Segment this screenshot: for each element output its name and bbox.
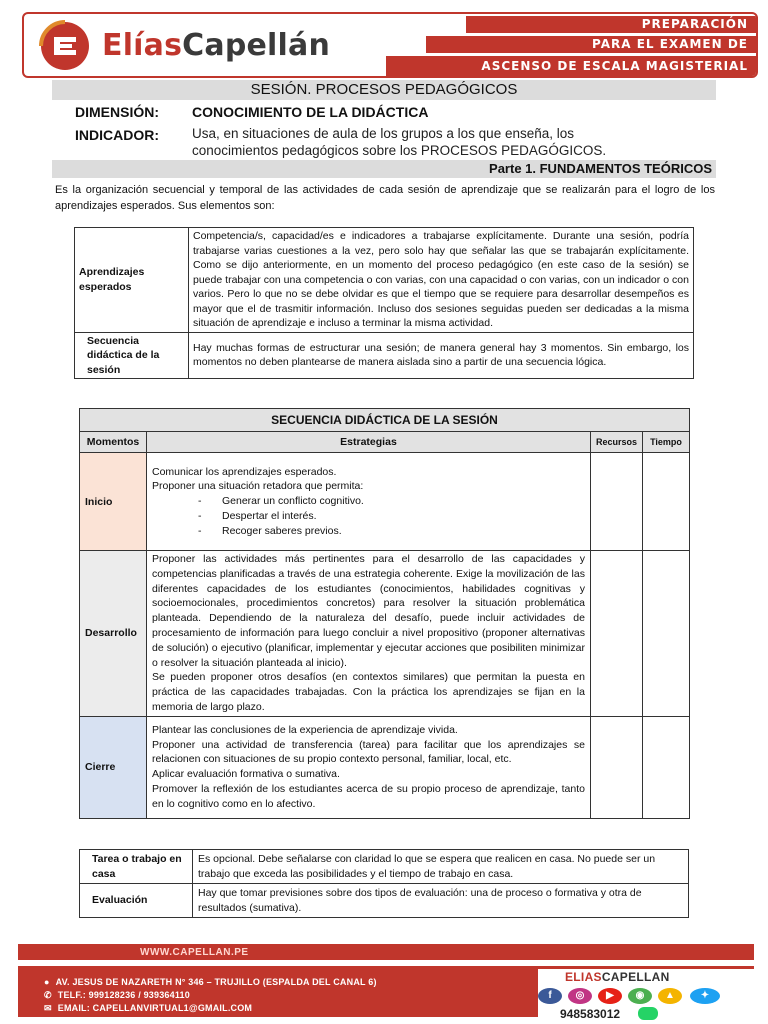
whatsapp-number[interactable]: 948583012 — [560, 1007, 621, 1021]
chrome-icon[interactable]: ◉ — [628, 988, 652, 1004]
strategy-paragraph: Se pueden proponer otros desafíos (en contextos similares) que permitan la puesta en práctica de las capacidades trabajadas. Con la práctica los aprendizajes se fijan en la memoria de largo plazo. — [152, 671, 585, 713]
logo-e-icon — [36, 20, 94, 72]
location-icon: ● — [44, 977, 50, 987]
dimension-label: DIMENSIÓN: — [75, 104, 159, 120]
intro-paragraph: Es la organización secuencial y temporal de las actividades de cada sesión de aprendizaje que se realizarán para el logro de los aprendizajes esperados. Sus elementos son: — [55, 184, 715, 212]
footer-web-bar — [18, 944, 754, 960]
moment-strategies — [147, 716, 591, 818]
banner-line-3: ASCENSO DE ESCALA MAGISTERIAL — [386, 56, 756, 76]
footer-address: ● AV. JESUS DE NAZARETH N° 346 – TRUJILLO (ESPALDA DEL CANAL 6) — [44, 977, 377, 987]
time-cell — [643, 551, 690, 717]
time-cell — [643, 716, 690, 818]
sequence-title: SECUENCIA DIDÁCTICA DE LA SESIÓN — [80, 409, 690, 432]
indicator-value: Usa, en situaciones de aula de los grupos a los que enseña, los conocimientos pedagógicos sobre los PROCESOS PEDAGÓGICOS. — [192, 126, 607, 158]
row-label: Aprendizajes esperados — [75, 228, 189, 333]
banner-line-1: PREPARACIÓN — [466, 16, 756, 33]
row-text: Hay muchas formas de estructurar una sesión; de manera general hay 3 momentos. Sin embargo, los momentos no deben plantearse de manera aislada sino a partir de una secuencia lógica. — [189, 332, 694, 379]
column-header: Recursos — [590, 432, 642, 453]
strategy-line: Comunicar los aprendizajes esperados. — [152, 465, 337, 478]
logo-wordmark: ElíasCapellán — [102, 28, 331, 63]
facebook-icon[interactable]: f — [538, 988, 562, 1004]
footer-email[interactable]: ✉ EMAIL: CAPELLANVIRTUAL1@GMAIL.COM — [44, 1003, 253, 1013]
column-header: Momentos — [80, 432, 147, 453]
list-item: - Recoger saberes previos. — [222, 524, 585, 539]
bullet-list — [152, 494, 585, 538]
strategy-paragraph: Proponer las actividades más pertinentes para el desarrollo de las capacidades y competencias planificadas a través de una estrategia coherente. Exige la movilización de las diferentes capacidades de los estudiantes (conocimientos, habilidades cognitivas y socioemocionales, procedimientos concretos) para resolver la situación problemática planteada. Dependiendo de la naturaleza del desafío, puede incluir actividades de procesamiento de información para luego concluir a nivel propositivo (proponer alternativas de solución) o ejecutivo (planificar, implementar y ejecutar acciones que posibiliten minimizar o resolver la situación planteada al inicio). — [152, 553, 585, 669]
table-row — [80, 716, 690, 818]
whatsapp-icon[interactable] — [638, 1007, 658, 1020]
footer-website[interactable]: WWW.CAPELLAN.PE — [140, 947, 249, 958]
list-item: - Generar un conflicto cognitivo. — [222, 494, 585, 509]
footer-brand: ELIASCAPELLAN — [565, 970, 670, 984]
phone-icon: ✆ — [44, 990, 52, 1000]
column-header: Tiempo — [643, 432, 690, 453]
strategy-line: Plantear las conclusiones de la experiencia de aprendizaje vivida. — [152, 723, 458, 736]
moment-strategies — [147, 551, 591, 717]
row-text: Competencia/s, capacidad/es e indicadores a trabajarse explícitamente. Durante una sesión, podría trabajarse varias cuestiones a la vez, pero solo hay que señalar las que se trabajarán explícitamente. Como se dijo anteriormente, en un momento del proceso pedagógico (en este caso de la sesión) se puede trabajar con una competencia o con varias, con una capacidad o con varias, con un indicador o con varios. Pero lo que no se debe olvidar es que el tiempo que se requiere para desarrollar desempeños es mayor que el de trasmitir información. Incluso dos sesiones seguidas pueden ser dedicadas a la misma situación de aprendizaje e incluso a terminar la misma actividad. — [189, 228, 694, 333]
time-cell — [643, 453, 690, 551]
moment-label: Desarrollo — [80, 551, 147, 717]
sequence-table — [79, 408, 690, 819]
table-row — [80, 850, 689, 884]
drive-icon[interactable]: ▲ — [658, 988, 682, 1004]
row-label: Secuencia didáctica de la sesión — [75, 332, 189, 379]
footer-phones: ✆ TELF.: 999128236 / 939364110 — [44, 990, 190, 1000]
row-text: Es opcional. Debe señalarse con claridad lo que se espera que realicen en casa. No puede ser un trabajo que exceda las posibilidades y el tiempo de trabajo en casa. — [193, 850, 689, 884]
strategy-line: Proponer una actividad de transferencia (tarea) para facilitar que los aprendizajes se relacionen con situaciones de su propio contexto personal, familiar, local, etc. — [152, 738, 585, 766]
table-row — [75, 228, 694, 333]
strategy-line: Aplicar evaluación formativa o sumativa. — [152, 768, 340, 781]
row-label: Evaluación — [80, 884, 193, 918]
indicator-label: INDICADOR: — [75, 127, 159, 143]
moment-label: Cierre — [80, 716, 147, 818]
table-row — [80, 551, 690, 717]
youtube-icon[interactable]: ▶ — [598, 988, 622, 1004]
moment-label: Inicio — [80, 453, 147, 551]
table-row — [75, 332, 694, 379]
resources-cell — [590, 551, 642, 717]
table-row — [80, 884, 689, 918]
column-header: Estrategias — [147, 432, 591, 453]
dimension-value: CONOCIMIENTO DE LA DIDÁCTICA — [192, 104, 429, 120]
table-row — [80, 453, 690, 551]
resources-cell — [590, 716, 642, 818]
moment-strategies — [147, 453, 591, 551]
extras-table — [79, 849, 689, 918]
email-icon: ✉ — [44, 1003, 52, 1013]
twitter-icon[interactable]: ✦ — [690, 988, 720, 1004]
instagram-icon[interactable]: ◎ — [568, 988, 592, 1004]
resources-cell — [590, 453, 642, 551]
list-item: - Despertar el interés. — [222, 509, 585, 524]
row-text: Hay que tomar previsiones sobre dos tipos de evaluación: una de proceso o formativa y otra de resultados (sumativa). — [193, 884, 689, 918]
page-title: SESIÓN. PROCESOS PEDAGÓGICOS — [52, 80, 716, 100]
elements-table — [74, 227, 694, 379]
header-banner — [22, 12, 758, 78]
strategy-line: Promover la reflexión de los estudiantes acerca de su propio proceso de aprendizaje, tanto en lo cognitivo como en lo afectivo. — [152, 782, 585, 810]
banner-line-2: PARA EL EXAMEN DE — [426, 36, 756, 53]
strategy-line: Proponer una situación retadora que permita: — [152, 480, 364, 493]
row-label: Tarea o trabajo en casa — [80, 850, 193, 884]
section-heading: Parte 1. FUNDAMENTOS TEÓRICOS — [52, 160, 716, 178]
